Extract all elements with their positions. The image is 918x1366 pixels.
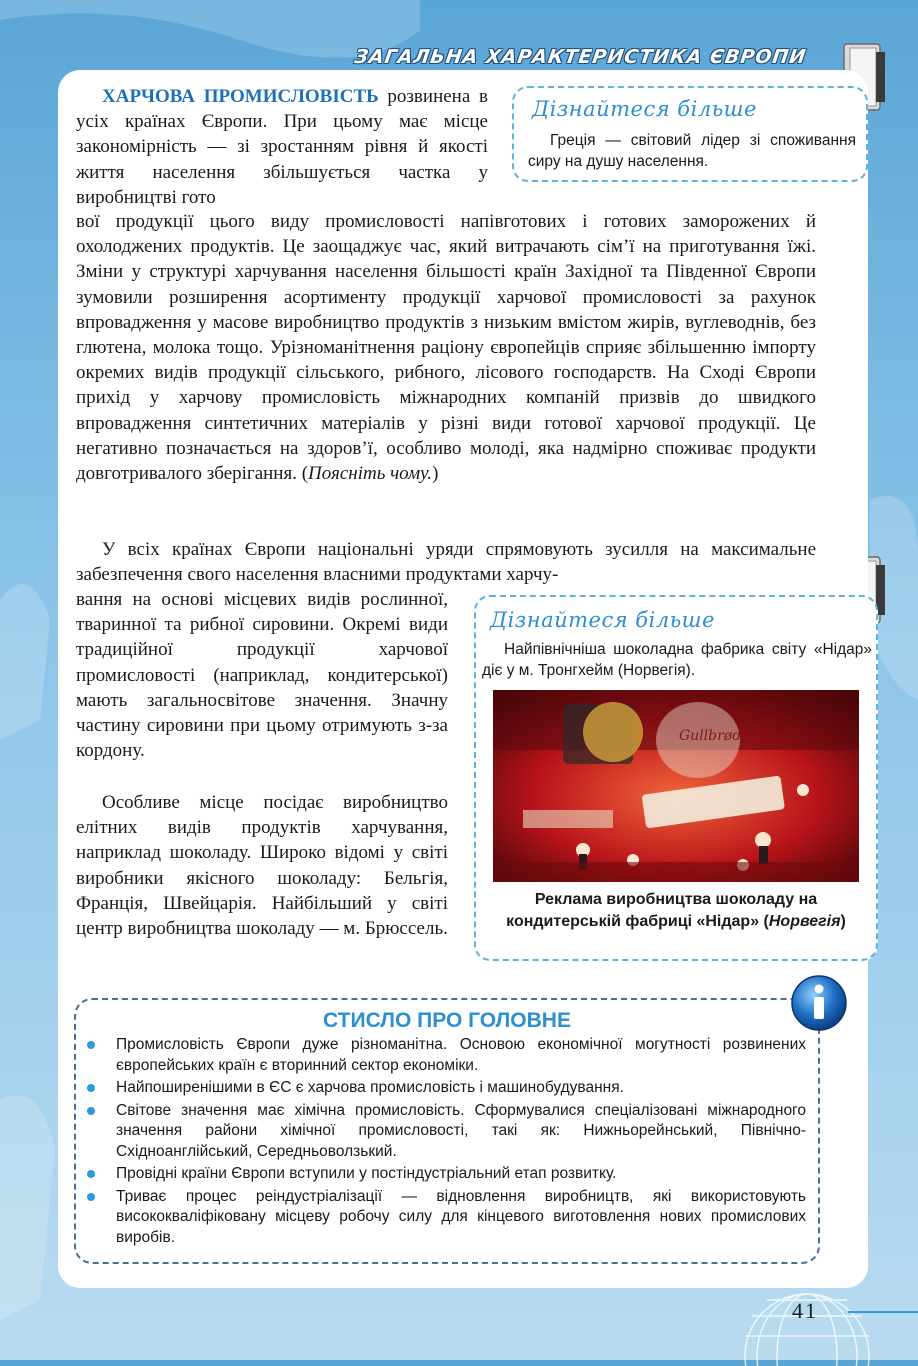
summary-item: Найпоширенішими в ЄС є харчова промисловість і машинобудування.: [116, 1078, 806, 1099]
caption-text: Реклама виробництва шоколаду на кондитерській фабриці «Нідар» (: [506, 891, 818, 930]
note-text: Найпівнічніша шоколадна фабрика світу «Нідар» діє у м. Тронгхейм (Норвегія).: [482, 641, 872, 679]
note-title: Дізнайтеся більше: [490, 608, 715, 632]
summary-title: СТИСЛО ПРО ГОЛОВНЕ: [323, 1009, 571, 1032]
question-italic: Поясніть чому.: [308, 463, 433, 485]
paragraph-text: ): [432, 463, 439, 485]
paragraph-national-governments-cont: вання на основі місцевих видів рослинної, тваринної та рибної сировини. Окремі види традиційної продукції харчової промисловості (наприклад, кондитерської) мають загальносвітове значення. Значну частину сировини при цьому отримують з-за кордону.: [76, 589, 448, 762]
page-number: 41: [792, 1298, 818, 1323]
summary-item: Триває процес реіндустріалізації — відновлення виробництв, які використовують висококваліфіковану місцеву робочу силу для кінцевого виготовлення нових промислових виробів.: [116, 1187, 806, 1249]
info-icon: [790, 974, 848, 1032]
caption-italic: Норвегія: [768, 912, 841, 930]
note-learn-more-1: [512, 86, 868, 182]
keyword-food-industry: ХАРЧОВА ПРОМИСЛОВІСТЬ: [102, 86, 379, 107]
summary-item: Промисловість Європи дуже різноманітна. Основою економічної могутності розвинених європейських країн є вторинний сектор економіки.: [116, 1035, 806, 1076]
note-text: Греція — світовий лідер зі споживання сиру на душу населення.: [528, 132, 856, 170]
page-number-line: [848, 1311, 918, 1313]
paragraph-food-industry-intro: [76, 84, 488, 210]
photo-sign-text: Gullbrød: [679, 728, 742, 744]
summary-item: Світове значення має хімічна промисловість. Сформувалися спеціалізовані міжнародного значення райони хімічної промисловості, такі як: Нижньорейнський, Північно-Східноанглійський, Середньоволзький.: [116, 1101, 806, 1163]
chocolate-factory-photo: [493, 690, 859, 882]
chapter-header-title: ЗАГАЛЬНА ХАРАКТЕРИСТИКА ЄВРОПИ: [353, 46, 808, 68]
summary-box: [74, 998, 820, 1264]
summary-list: [116, 1035, 806, 1250]
paragraph-food-industry-body: [76, 209, 816, 486]
paragraph-text: вої продукції цього виду промисловості напівготових і готових заморожених й охолоджених продуктів. Це заощаджує час, який витрачають сім’ї на приготування їжі. Зміни у структурі харчування населення більшості країн Західної та Південної Європи зумовили розширення асортименту продукції харчової промисловості за рахунок впровадження у масове виробництво продуктів з низьким вмістом жирів, вуглеводнів, без глютена, молока тощо. Урізноманітнення раціону європейців сприяє збільшенню імпорту окремих видів продукції сільського, рибного, лісового господарств. На Сході Європи прихід у харчову промисловість міжнародних компаній призвів до швидкого впровадження синтетичних матеріалів у різні види готової харчової продукції. Це негативно позначається на здоров’ї, особливо молоді, яка надмірно споживає продукти довготривалого зберігання. (: [76, 211, 816, 485]
note-title: Дізнайтеся більше: [532, 97, 757, 121]
summary-item: Провідні країни Європи вступили у постіндустріальний етап розвитку.: [116, 1164, 806, 1185]
paragraph-chocolate: Особливе місце посідає виробництво елітних видів продуктів харчування, наприклад шоколаду. Широко відомі у світі виробники якісного шоколаду: Бельгія, Франція, Швейцарія. Найбільший у світі центр виробництва шоколаду — м. Брюссель.: [76, 792, 448, 940]
photo-caption: [500, 889, 852, 932]
paragraph-text: розвинена в усіх країнах Європи. При цьому має місце закономірність — зі зростанням рівня й якості життя населення збільшується частка у виробництві гото: [76, 86, 488, 208]
caption-text: ): [840, 912, 846, 930]
paragraph-national-governments: У всіх країнах Європи національні уряди спрямовують зусилля на максимальне забезпечення свого населення власними продуктами харчу-: [76, 539, 816, 586]
